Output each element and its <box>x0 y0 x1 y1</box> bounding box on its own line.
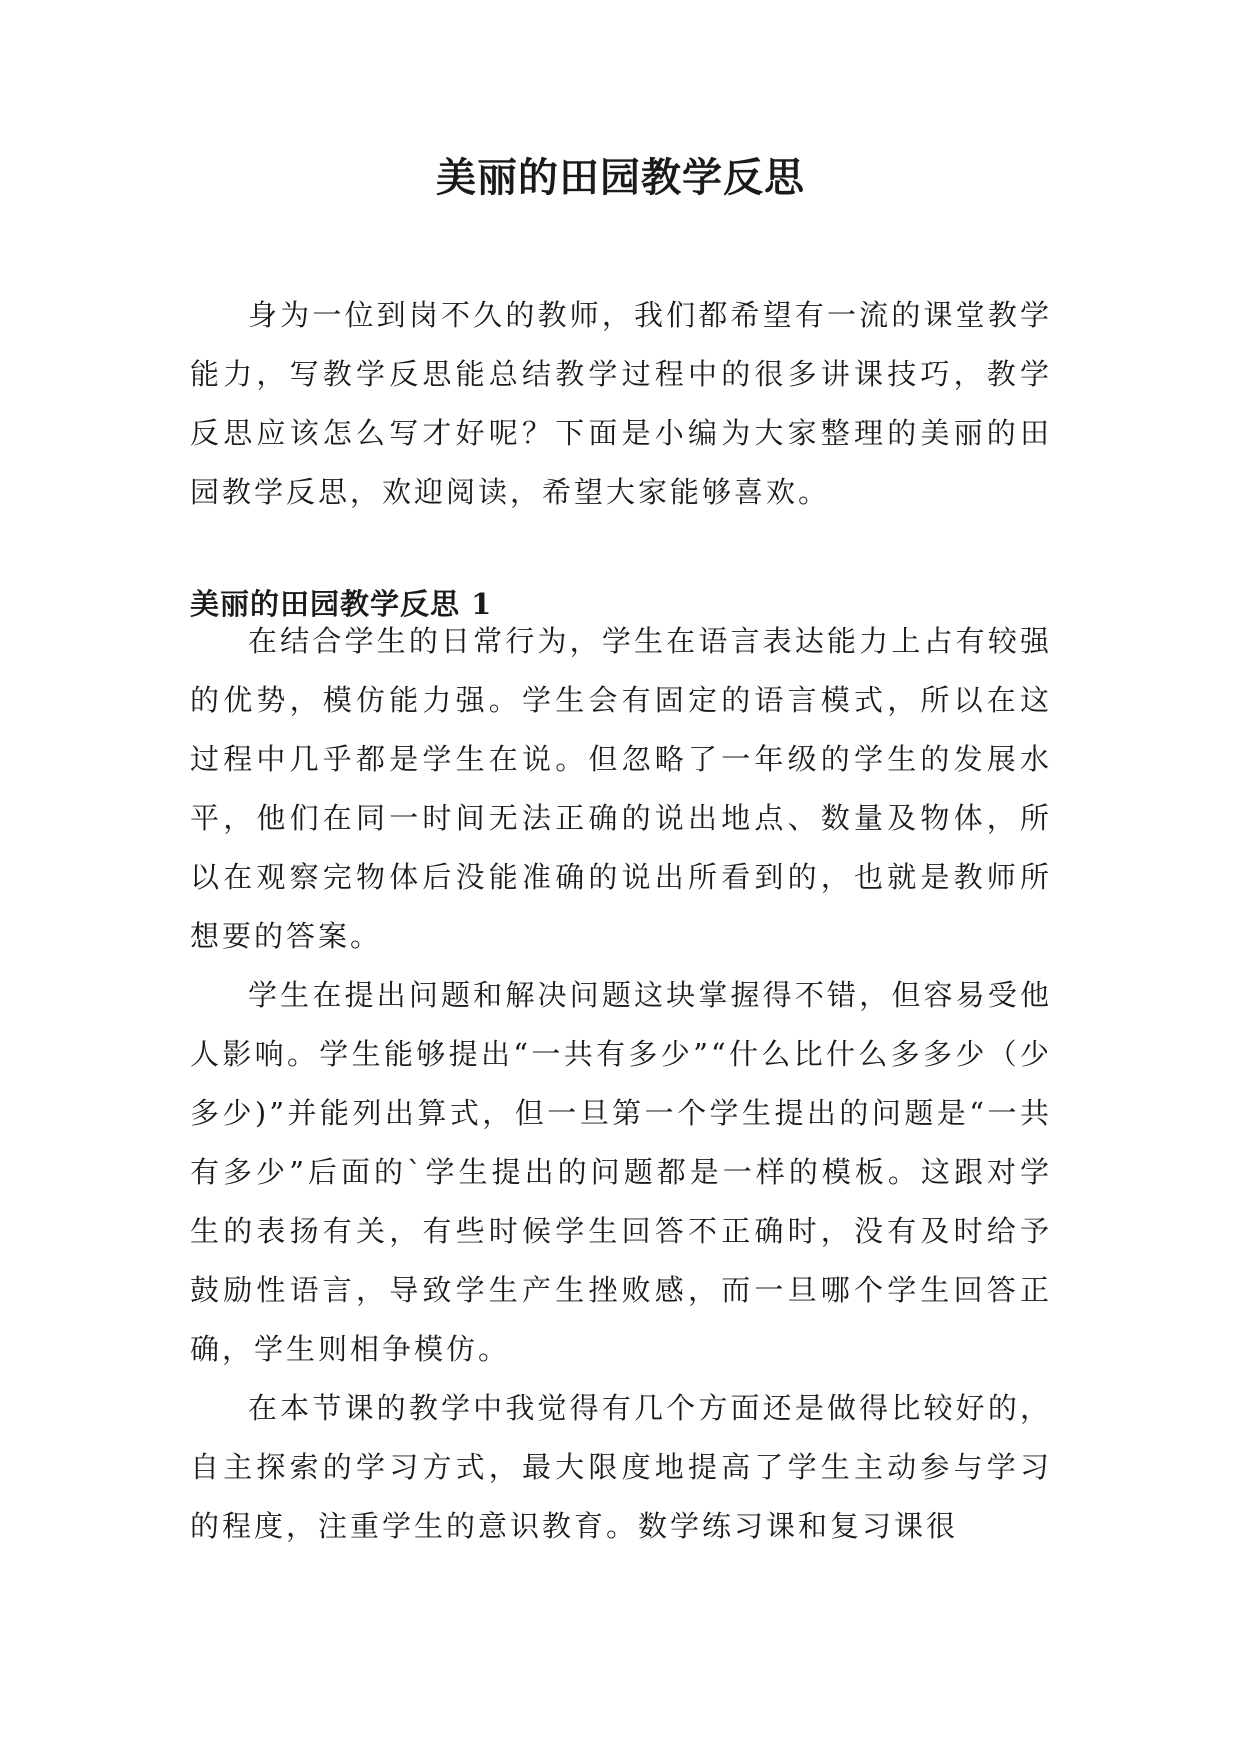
section-body <box>190 612 1052 1556</box>
paragraph-3: 在本节课的教学中我觉得有几个方面还是做得比较好的，自主探索的学习方式，最大限度地提高了学生主动参与学习的程度，注重学生的意识教育。数学练习课和复习课很 <box>190 1391 1052 1543</box>
paragraph-1: 在结合学生的日常行为，学生在语言表达能力上占有较强的优势，模仿能力强。学生会有固定的语言模式，所以在这过程中几乎都是学生在说。但忽略了一年级的学生的发展水平，他们在同一时间无法正确的说出地点、数量及物体，所以在观察完物体后没能准确的说出所看到的，也就是教师所想要的答案。 <box>190 624 1052 953</box>
section-heading: 美丽的田园教学反思 1 <box>190 587 493 621</box>
intro-block <box>190 286 1052 522</box>
paragraph-2: 学生在提出问题和解决问题这块掌握得不错，但容易受他人影响。学生能够提出“一共有多少”“什么比什么多多少（少多少)”并能列出算式，但一旦第一个学生提出的问题是“一共有多少”后面的`学生提出的问题都是一样的模板。这跟对学生的表扬有关，有些时候学生回答不正确时，没有及时给予鼓励性语言，导致学生产生挫败感，而一旦哪个学生回答正确，学生则相争模仿。 <box>190 978 1052 1366</box>
document-title: 美丽的田园教学反思 <box>436 155 805 201</box>
intro-paragraph: 身为一位到岗不久的教师，我们都希望有一流的课堂教学能力，写教学反思能总结教学过程中的很多讲课技巧，教学反思应该怎么写才好呢？下面是小编为大家整理的美丽的田园教学反思，欢迎阅读，希望大家能够喜欢。 <box>190 298 1052 509</box>
